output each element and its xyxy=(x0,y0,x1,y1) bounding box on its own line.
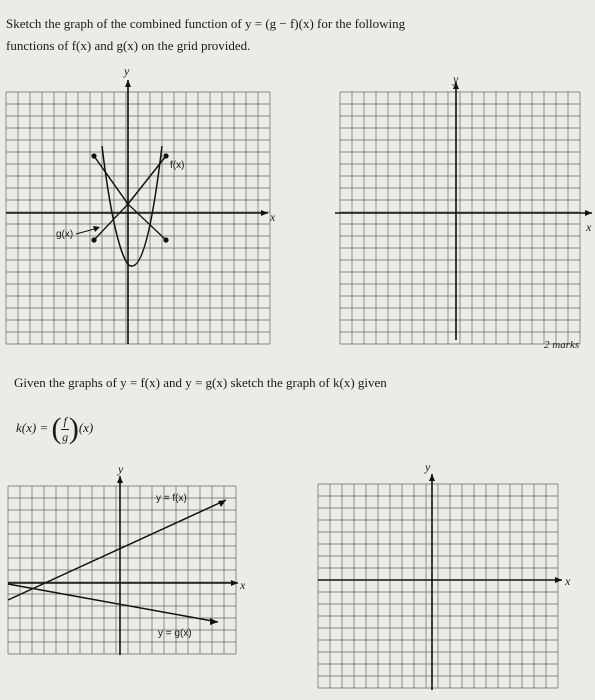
q1-lower-left-dot xyxy=(91,237,96,242)
q1-left-y-label: y xyxy=(124,64,130,78)
k-definition xyxy=(16,412,93,446)
q2-g-label: y = g(x) xyxy=(158,628,192,639)
q1-right-y-label: y xyxy=(453,72,459,86)
question-2-line-1: Given the graphs of y = f(x) and y = g(x) sketch the graph of k(x) given xyxy=(14,375,387,390)
frac-numerator: f xyxy=(63,413,67,428)
q1-marks: 2 marks xyxy=(544,339,580,351)
q1-right-x-arrow xyxy=(585,210,592,216)
right-paren: ) xyxy=(68,412,79,445)
f-over-g-fraction xyxy=(61,414,68,445)
k-lhs: k(x) = xyxy=(16,419,49,435)
q1-f-left-endpoint xyxy=(91,153,96,158)
question-1-line-2: functions of f(x) and g(x) on the grid provided. xyxy=(6,38,251,53)
question-1-line-1: Sketch the graph of the combined function of y = (g − f)(x) for the following xyxy=(6,16,406,31)
q2-f-line xyxy=(8,500,226,600)
q1-right-x-label: x xyxy=(586,220,592,234)
q1-left-x-arrow xyxy=(261,210,268,216)
q2-right-y-label: y xyxy=(425,460,431,474)
q2-g-line xyxy=(8,584,218,622)
q2-right-y-arrow xyxy=(429,474,435,481)
q2-f-label: y = f(x) xyxy=(156,493,187,504)
q2-right-x-label: x xyxy=(565,574,571,588)
q1-g-label: g(x) xyxy=(56,229,74,240)
q1-f-label: f(x) xyxy=(170,160,185,171)
q1-g-pointer-head xyxy=(93,226,100,232)
q2-left-y-label: y xyxy=(118,462,124,476)
q1-lower-lines xyxy=(94,204,166,240)
q1-left-y-arrow xyxy=(125,80,131,87)
q2-left-x-arrow xyxy=(231,580,238,586)
k-rhs: (x) xyxy=(78,419,94,435)
frac-denominator: g xyxy=(62,429,69,444)
q2-right-x-arrow xyxy=(555,577,562,583)
left-paren: ( xyxy=(51,412,62,445)
q1-f-right-endpoint xyxy=(163,153,168,158)
q2-left-x-label: x xyxy=(240,578,246,592)
q2-g-arrow xyxy=(210,618,218,625)
q1-left-x-label: x xyxy=(270,210,276,224)
q1-lower-right-dot xyxy=(163,237,168,242)
q2-left-y-arrow xyxy=(117,476,123,483)
